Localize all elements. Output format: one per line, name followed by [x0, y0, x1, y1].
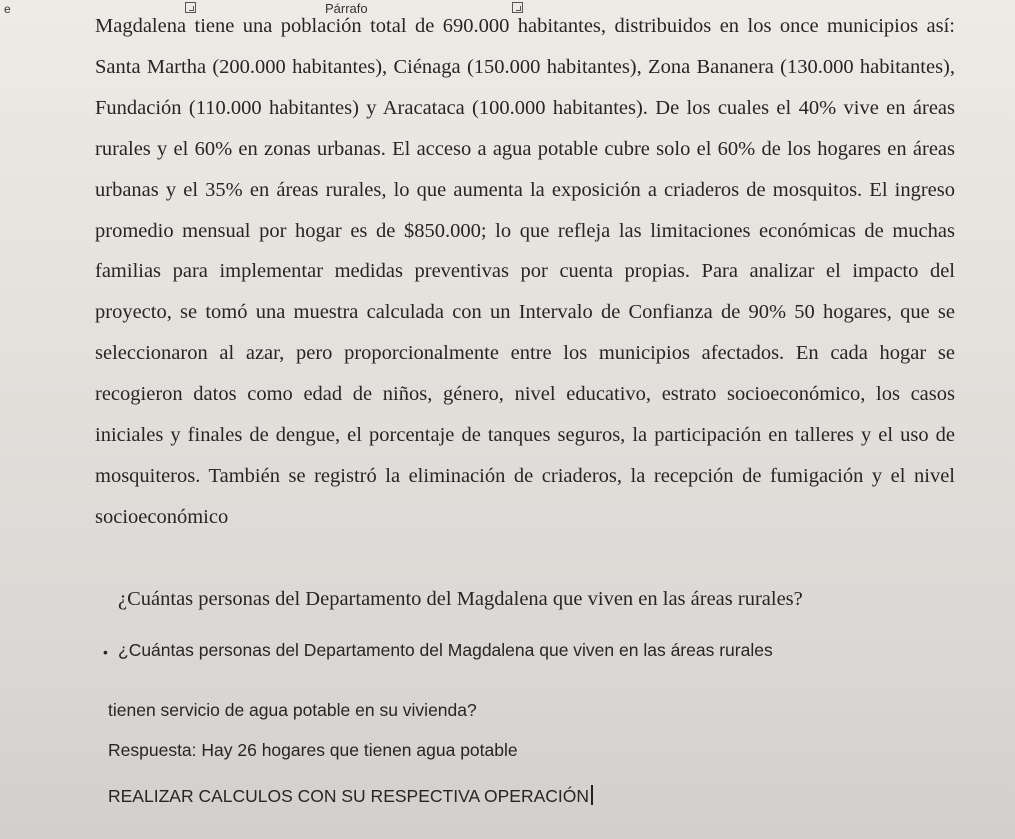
instruction-line	[108, 785, 593, 807]
ribbon-truncated-label: e	[4, 2, 11, 16]
answer-line: Respuesta: Hay 26 hogares que tienen agua potable	[108, 740, 518, 760]
question-2-line-2: tienen servicio de agua potable en su vivienda?	[108, 700, 477, 720]
question-1: ¿Cuántas personas del Departamento del Magdalena que viven en las áreas rurales?	[118, 588, 803, 610]
body-paragraph: Magdalena tiene una población total de 690.000 habitantes, distribuidos en los once municipios así: Santa Martha (200.000 habitantes), Ciénaga (150.000 habitantes), Zona Bananera (130.000 habitantes), Fundación (110.000 habitantes) y Aracataca (100.000 habitantes). De los cuales el 40% vive en áreas rurales y el 60% en zonas urbanas. El acceso a agua potable cubre solo el 60% de los hogares en áreas urbanas y el 35% en áreas rurales, lo que aumenta la exposición a criaderos de mosquitos. El ingreso promedio mensual por hogar es de $850.000; lo que refleja las limitaciones económicas de muchas familias para implementar medidas preventivas por cuenta propias. Para analizar el impacto del proyecto, se tomó una muestra calculada con un Intervalo de Confianza de 90% 50 hogares, que se seleccionaron al azar, pero proporcionalmente entre los municipios afectados. En cada hogar se recogieron datos como edad de niños, género, nivel educativo, estrato socioeconómico, los casos iniciales y finales de dengue, el porcentaje de tanques seguros, la participación en talleres y el uso de mosquiteros. También se registró la eliminación de criaderos, la recepción de fumigación y el nivel socioeconómico	[95, 15, 955, 528]
bullet-icon: •	[103, 644, 108, 660]
question-2-line-1: ¿Cuántas personas del Departamento del Magdalena que viven en las áreas rurales	[118, 640, 773, 660]
text-cursor	[591, 785, 593, 805]
ribbon-group-label: Párrafo	[325, 1, 368, 16]
document-page[interactable]	[0, 15, 1015, 839]
instruction-text: REALIZAR CALCULOS CON SU RESPECTIVA OPERACIÓN	[108, 786, 590, 806]
